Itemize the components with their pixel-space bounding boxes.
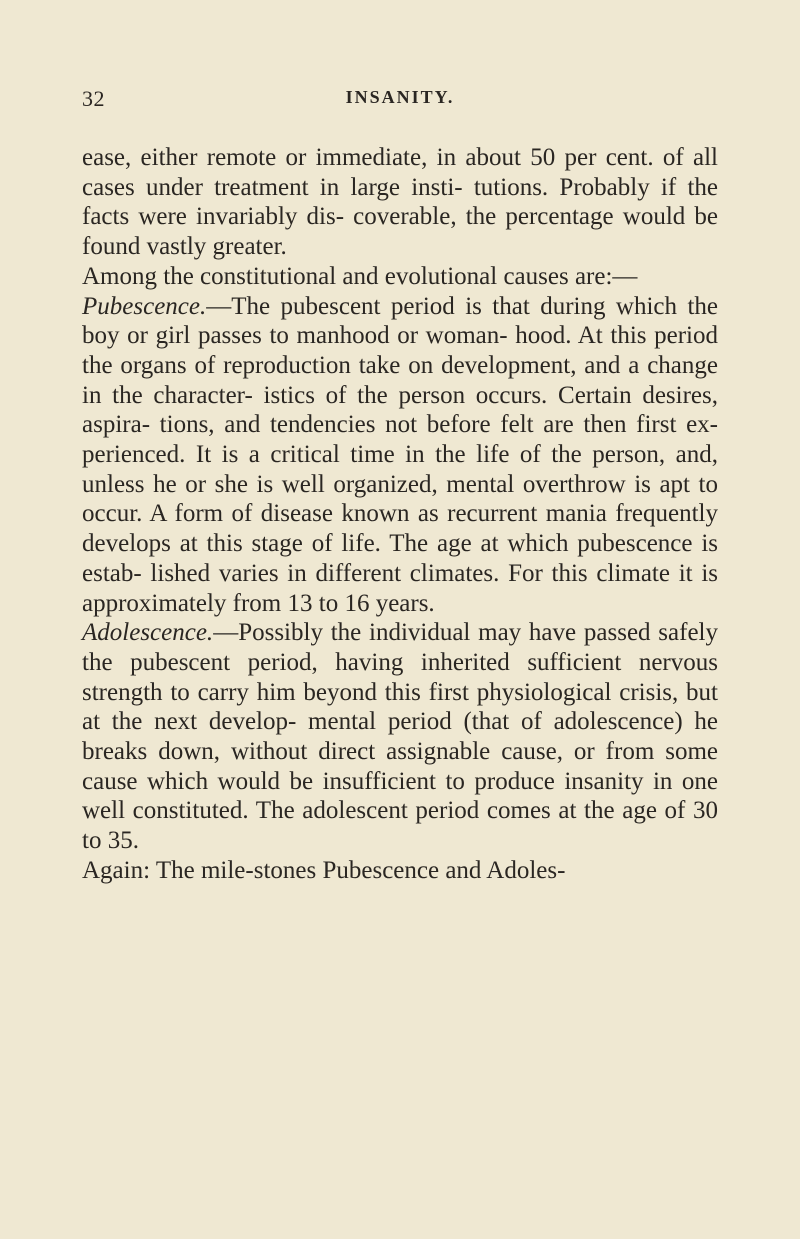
paragraph-adolescence [82, 618, 718, 856]
paragraph-text: Again: The mile-stones Pubescence and Adoles- [82, 856, 566, 884]
paragraph-continuation [82, 143, 718, 262]
paragraph-lead-heading: Adolescence. [82, 619, 214, 647]
paragraph-text: Among the constitutional and evolutional causes are:— [82, 262, 638, 290]
paragraph-text: ease, either remote or immediate, in about 50 per cent. of all cases under treatment in large insti- tutions. Probably if the facts were invariably dis- coverable, the percentage would be found vastly greater. [82, 144, 718, 261]
paragraph-again [82, 856, 718, 886]
page-header [82, 86, 718, 110]
paragraph-causes-intro [82, 262, 718, 292]
body-text [82, 143, 718, 886]
page-number: 32 [82, 86, 105, 111]
paragraph-lead-heading: Pubescence. [82, 292, 207, 320]
paragraph-text: —Possibly the individual may have passed safely the pubescent period, having inherited sufficient nervous strength to carry him beyond this first physiological crisis, but at the next develop- mental period (that of adolescence) he breaks down, without direct assignable cause, or from some cause which would be insufficient to produce insanity in one well constituted. The adolescent period comes at the age of 30 to 35. [82, 619, 718, 855]
running-head: INSANITY. [345, 87, 455, 107]
paragraph-text: —The pubescent period is that during which the boy or girl passes to manhood or woman- hood. At this period the organs of reproduction take on development, and a change in the character- istics of the person occurs. Certain desires, aspira- tions, and tendencies not before felt are then first ex- perienced. It is a critical time in the life of the person, and, unless he or she is well organized, mental overthrow is apt to occur. A form of disease known as recurrent mania frequently develops at this stage of life. The age at which pubescence is estab- lished varies in different climates. For this climate it is approximately from 13 to 16 years. [82, 292, 718, 617]
paragraph-pubescence [82, 292, 718, 619]
